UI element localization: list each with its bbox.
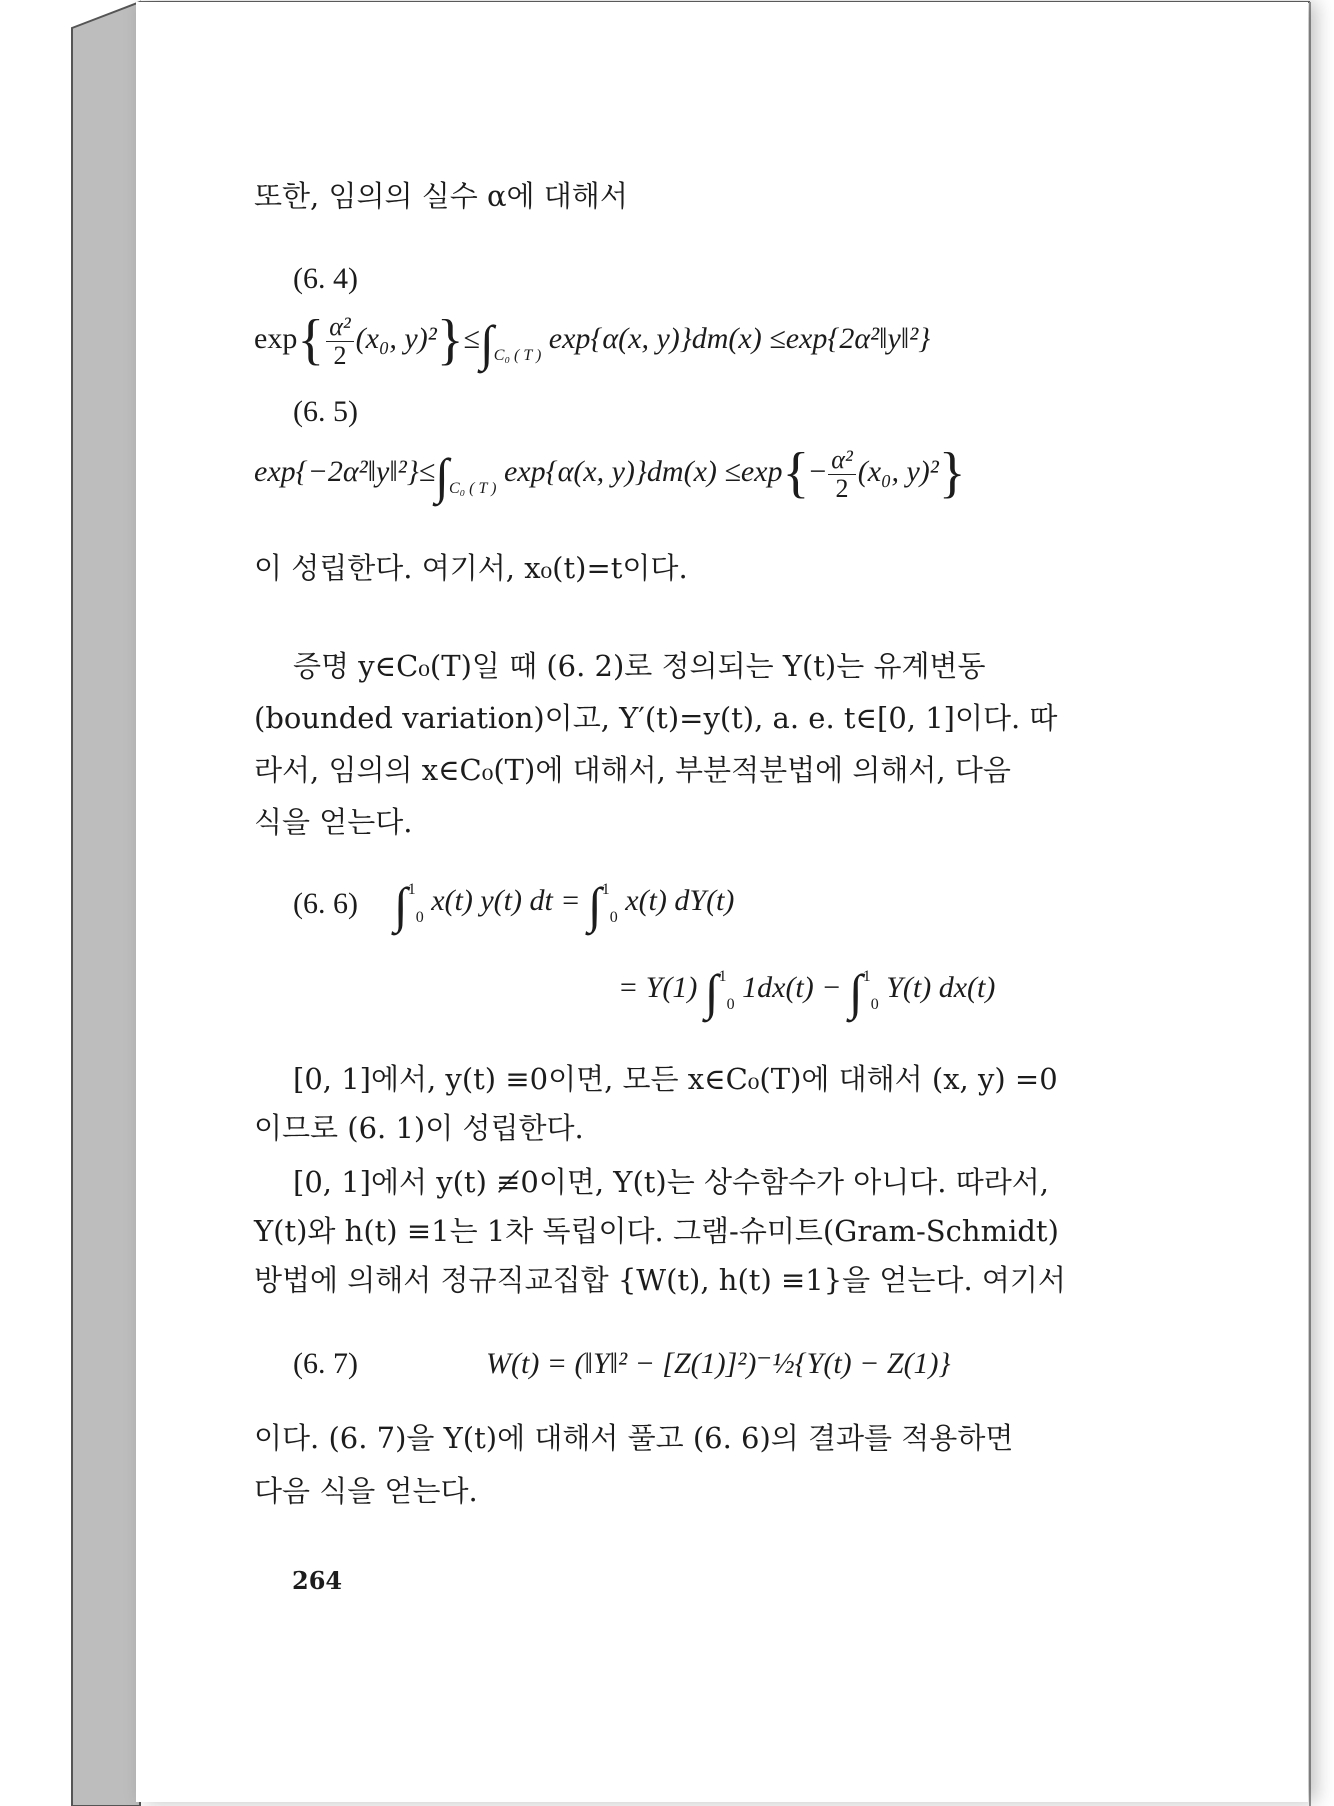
- para4-line-2: 다음 식을 얻는다.: [254, 1474, 478, 1508]
- proof-line-3: 라서, 임의의 x∈C₀(T)에 대해서, 부분적분법에 의해서, 다음: [254, 753, 1011, 787]
- eq-6-6-rhs: x(t) dY(t): [625, 884, 735, 917]
- para3-line-2: Y(t)와 h(t) ≡1는 1차 독립이다. 그램-슈미트(Gram-Schmidt): [254, 1214, 1059, 1248]
- proof-line-1: 증명 y∈C₀(T)일 때 (6. 2)로 정의되는 Y(t)는 유계변동: [293, 649, 986, 683]
- para4-line-1: 이다. (6. 7)을 Y(t)에 대해서 풀고 (6. 6)의 결과를 적용하면: [254, 1421, 1014, 1455]
- eq-6-6-part-b: 1dx(t) −: [742, 971, 842, 1004]
- holds-line: 이 성립한다. 여기서, x₀(t)=t이다.: [254, 551, 688, 585]
- eq-6-5-inner: (x₀, y)²: [857, 455, 939, 488]
- eq-6-4-le: ≤: [463, 322, 481, 355]
- eq-6-4-exp: exp: [254, 322, 298, 355]
- equation-6-6-line-1: ∫$^1_0$ x(t) y(t) dt = ∫$^1_0$ x(t) dY(t): [394, 877, 735, 933]
- eq-6-6-label: (6. 6): [293, 887, 358, 920]
- eq-6-5-label: (6. 5): [293, 395, 358, 428]
- eq-6-7-label: (6. 7): [293, 1347, 358, 1380]
- eq-6-6-lhs: x(t) y(t) dt =: [431, 884, 581, 917]
- eq-6-5-left: exp{−2α²‖y‖²}≤: [254, 455, 436, 488]
- eq-6-5-minus: −: [809, 455, 827, 488]
- equation-6-4: exp{ $\frac{\text{α²}}{2}$ (x₀, $y)^2\}\le\int_{C_0 ( T )}$ exp{α(x, y)}dm(x) ≤exp{2α²‖y‖²}: [254, 309, 931, 371]
- para2-line-1: [0, 1]에서, y(t) ≡0이면, 모든 x∈C₀(T)에 대해서 (x, y) =0: [293, 1062, 1058, 1096]
- eq-6-5-mid: exp{α(x, y)}dm(x) ≤exp: [503, 455, 783, 488]
- eq-6-6-part-c: Y(t) dx(t): [886, 971, 996, 1004]
- proof-line-4: 식을 얻는다.: [254, 805, 413, 839]
- para2-line-2: 이므로 (6. 1)이 성립한다.: [254, 1111, 584, 1145]
- eq-6-4-rest: exp{α(x, y)}dm(x) ≤exp{2α²‖y‖²}: [548, 322, 931, 355]
- proof-line-2: (bounded variation)이고, Y′(t)=y(t), a. e. t∈[0, 1]이다. 따: [254, 701, 1058, 735]
- eq-6-4-label: (6. 4): [293, 262, 358, 295]
- para3-line-1: [0, 1]에서 y(t) ≢0이면, Y(t)는 상수함수가 아니다. 따라서,: [293, 1165, 1049, 1199]
- intro-line: 또한, 임의의 실수 α에 대해서: [254, 179, 628, 213]
- equation-6-7: W(t) = (‖Y‖² − [Z(1)]²)⁻½{Y(t) − Z(1)}: [486, 1347, 951, 1380]
- eq-6-5-fraction: $\frac{\text{α²}}{2}$: [828, 446, 855, 502]
- book-page: [136, 2, 1308, 1802]
- book-spine-face: [72, 2, 140, 1806]
- page-number: 264: [292, 1566, 343, 1595]
- eq-6-6-part-a: = Y(1): [618, 971, 698, 1004]
- equation-6-6-line-2: = Y(1) ∫$^1_0$ 1dx(t) − ∫$^1_0$ Y(t) dx(t): [618, 964, 996, 1020]
- eq-6-4-domain: C₀ ( T ): [493, 347, 542, 364]
- para3-line-3: 방법에 의해서 정규직교집합 {W(t), h(t) ≡1}을 얻는다. 여기서: [254, 1263, 1066, 1297]
- eq-6-4-fraction: $\frac{\text{α²}}{2}$: [326, 313, 353, 369]
- eq-6-4-inner: (x₀, y)²: [355, 322, 437, 355]
- equation-6-5: $\exp\{-2\alpha^2‖y‖^2\}\le\int_{C_0 ( T )}$ exp{α(x, y)}dm(x) ≤exp{− $\frac{\text{α²}}{2}$ (x₀, y)²}: [254, 442, 966, 504]
- eq-6-5-domain: C₀ ( T ): [448, 480, 497, 497]
